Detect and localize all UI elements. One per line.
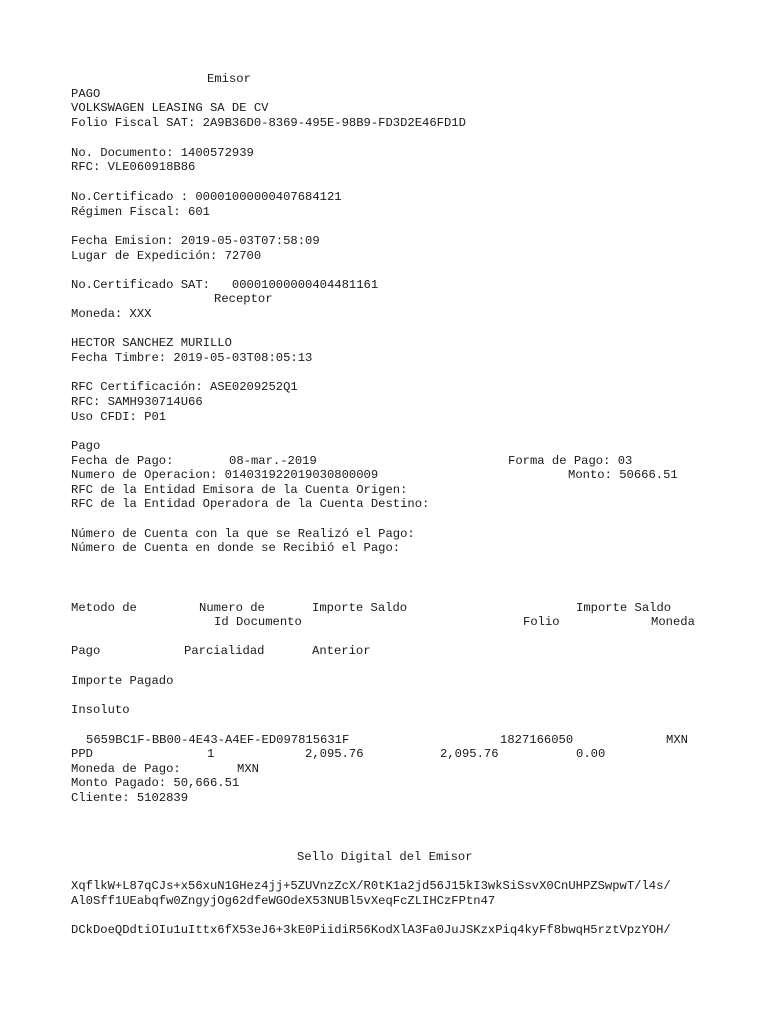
header-folio: Folio	[523, 615, 560, 629]
header-moneda: Moneda	[651, 615, 695, 629]
header-pago: Pago	[71, 644, 101, 658]
forma-de-pago: Forma de Pago: 03	[508, 454, 633, 468]
no-certificado: No.Certificado : 00001000000407684121	[71, 190, 342, 204]
header-importe-saldo-insoluto: Importe Saldo	[576, 601, 672, 615]
sello-digital-line: DCkDoeQDdtiOIu1uIttx6fX53eJ6+3kE0PiidiR56KodXlA3Fa0JuJSKzxPiq4kyFf8bwqH5rztVpzYOH/	[71, 923, 671, 937]
fecha-timbre: Fecha Timbre: 2019-05-03T08:05:13	[71, 351, 313, 365]
monto: Monto: 50666.51	[568, 468, 678, 482]
sello-digital-heading: Sello Digital del Emisor	[297, 850, 473, 864]
fecha-de-pago-label: Fecha de Pago:	[71, 454, 174, 468]
pago-heading: Pago	[71, 439, 101, 453]
row-saldo-anterior: 2,095.76	[305, 747, 364, 761]
moneda: Moneda: XXX	[71, 307, 152, 321]
no-certificado-sat: No.Certificado SAT: 00001000000404481161	[71, 278, 379, 292]
receptor-name: HECTOR SANCHEZ MURILLO	[71, 336, 232, 350]
header-importe-pagado: Importe Pagado	[71, 674, 174, 688]
header-parcialidad: Parcialidad	[184, 644, 265, 658]
receptor-rfc: RFC: SAMH930714U66	[71, 395, 203, 409]
regimen-fiscal: Régimen Fiscal: 601	[71, 205, 210, 219]
rfc-cuenta-destino: RFC de la Entidad Operadora de la Cuenta Destino:	[71, 497, 430, 511]
rfc-cuenta-origen: RFC de la Entidad Emisora de la Cuenta Origen:	[71, 483, 408, 497]
folio-fiscal: Folio Fiscal SAT: 2A9B36D0-8369-495E-98B9-FD3D2E46FD1D	[71, 116, 466, 130]
numero-operacion: Numero de Operacion: 014031922019030800009	[71, 468, 379, 482]
sello-digital-line: Al0Sff1UEabqfw0ZngyjOg62dfeWGOdeX53NUBl5vXeqFcZLIHCzFPtn47	[71, 894, 496, 908]
lugar-expedicion: Lugar de Expedición: 72700	[71, 249, 262, 263]
fecha-emision: Fecha Emision: 2019-05-03T07:58:09	[71, 234, 320, 248]
header-numero-de: Numero de	[199, 601, 265, 615]
row-metodo: PPD	[71, 747, 93, 761]
row-moneda: MXN	[666, 733, 688, 747]
cliente: Cliente: 5102839	[71, 791, 189, 805]
emisor-company-name: VOLKSWAGEN LEASING SA DE CV	[71, 101, 269, 115]
document-type-label: PAGO	[71, 87, 101, 101]
cuenta-recibio-pago: Número de Cuenta en donde se Recibió el Pago:	[71, 541, 401, 555]
row-saldo-insoluto: 0.00	[576, 747, 606, 761]
header-insoluto: Insoluto	[71, 703, 130, 717]
row-id-documento: 5659BC1F-BB00-4E43-A4EF-ED097815631F	[86, 733, 350, 747]
row-importe-pagado: 2,095.76	[440, 747, 499, 761]
row-parcialidad: 1	[207, 747, 215, 761]
emisor-rfc: RFC: VLE060918B86	[71, 160, 196, 174]
header-importe-saldo-anterior: Importe Saldo	[312, 601, 408, 615]
moneda-de-pago-value: MXN	[237, 762, 259, 776]
cuenta-realizo-pago: Número de Cuenta con la que se Realizó el Pago:	[71, 527, 415, 541]
rfc-certificacion: RFC Certificación: ASE0209252Q1	[71, 380, 298, 394]
header-metodo-de: Metodo de	[71, 601, 137, 615]
header-anterior: Anterior	[312, 644, 371, 658]
header-id-documento: Id Documento	[214, 615, 302, 629]
row-folio: 1827166050	[500, 733, 574, 747]
moneda-de-pago-label: Moneda de Pago:	[71, 762, 181, 776]
fecha-de-pago-value: 08-mar.-2019	[229, 454, 317, 468]
monto-pagado: Monto Pagado: 50,666.51	[71, 776, 240, 790]
emisor-heading: Emisor	[207, 72, 251, 86]
receptor-heading: Receptor	[214, 292, 273, 306]
uso-cfdi: Uso CFDI: P01	[71, 410, 167, 424]
sello-digital-line: XqflkW+L87qCJs+x56xuN1GHez4jj+5ZUVnzZcX/R0tK1a2jd56J15kI3wkSiSsvX0CnUHPZSwpwT/l4s/	[71, 879, 671, 893]
no-documento: No. Documento: 1400572939	[71, 146, 254, 160]
